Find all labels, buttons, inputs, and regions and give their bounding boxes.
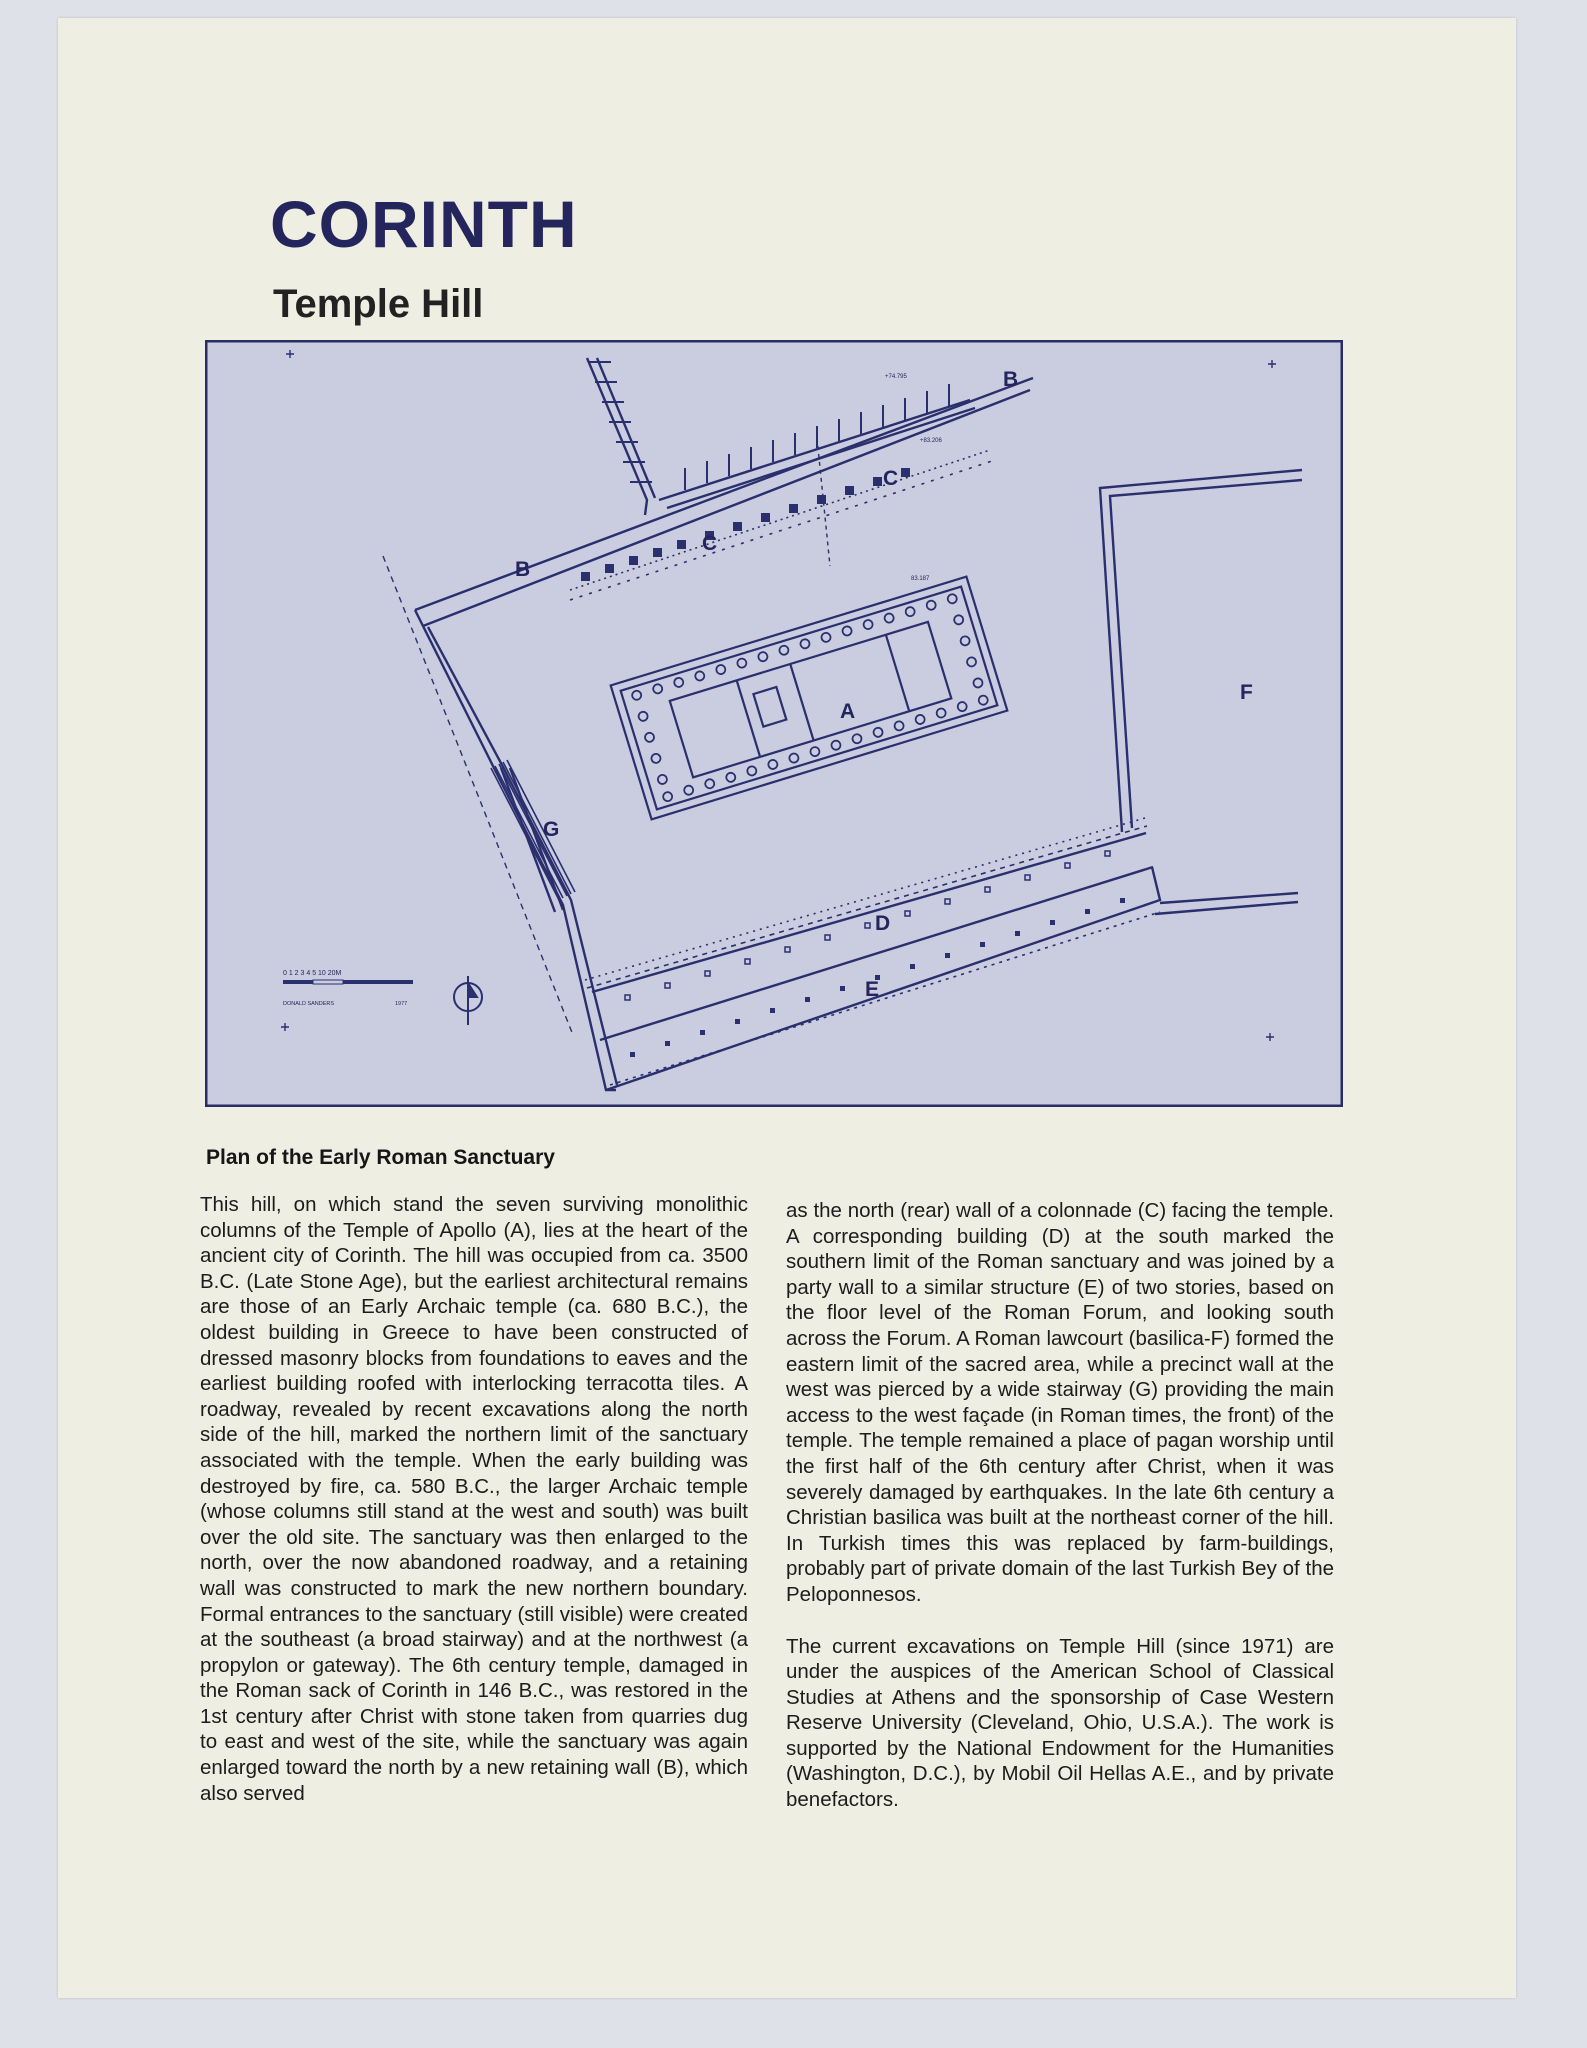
- svg-text:+83.206: +83.206: [920, 438, 942, 444]
- body-text-right-column: [786, 1198, 1334, 1839]
- plan-label-c-east: C: [883, 467, 899, 490]
- paragraph-excavations: The current excavations on Temple Hill (since 1971) are under the auspices of the American School of Classical Studies at Athens and the sponsorship of Case Western Reserve University (Cleveland, Ohio, U.S.A.). The work is supported by the National Endowment for the Humanities (Washington, D.C.), by Mobil Oil Hellas A.E., and by private benefactors.: [786, 1634, 1334, 1812]
- plan-label-a: A: [840, 700, 856, 723]
- svg-text:+74.795: +74.795: [885, 374, 907, 380]
- body-text-left-column: [200, 1192, 748, 1832]
- plan-label-b-north: B: [1003, 368, 1019, 391]
- paragraph-history: This hill, on which stand the seven surviving monolithic columns of the Temple of Apollo (A), lies at the heart of the ancient city of Corinth. The hill was occupied from ca. 3500 B.C. (Late Stone Age), but the earliest architectural remains are those of an Early Archaic temple (ca. 680 B.C.), the oldest building in Greece to have been constructed of dressed masonry blocks from foundations to eaves and the earliest building roofed with interlocking terracotta tiles. A roadway, revealed by recent excavations along the north side of the hill, marked the northern limit of the sanctuary associated with the temple. When the early building was destroyed by fire, ca. 580 B.C., the larger Archaic temple (whose columns still stand at the west and south) was built over the old site. The sanctuary was then enlarged to the north, over the now abandoned roadway, and a retaining wall was constructed to mark the new northern boundary. Formal entrances to the sanctuary (still visible) were created at the southeast (a broad stairway) and at the northwest (a propylon or gateway). The 6th century temple, damaged in the Roman sack of Corinth in 146 B.C., was restored in the 1st century after Christ with stone taken from quarries dug to east and west of the site, while the sanctuary was again enlarged toward the north by a new retaining wall (B), which also served: [200, 1193, 748, 1805]
- plan-label-f: F: [1240, 681, 1253, 704]
- plan-label-g: G: [543, 818, 560, 841]
- plan-caption: Plan of the Early Roman Sanctuary: [206, 1146, 555, 1169]
- plan-label-b-west: B: [515, 558, 531, 581]
- plan-credit: DONALD SANDERS: [283, 1001, 335, 1007]
- plan-label-c-west: C: [702, 532, 718, 555]
- paragraph-history-continued: as the north (rear) wall of a colonnade (C) facing the temple. A corresponding building (D) at the south marked the southern limit of the Roman sanctuary and was joined by a party wall to a similar structure (E) of two stories, based on the floor level of the Roman Forum, and looking south across the Forum. A Roman lawcourt (basilica-F) formed the eastern limit of the sacred area, while a precinct wall at the west was pierced by a wide stairway (G) providing the main access to the west façade (in Roman times, the front) of the temple. The temple remained a place of pagan worship until the first half of the 6th century after Christ, when it was severely damaged by earthquakes. In the late 6th century a Christian basilica was built at the northeast corner of the hill. In Turkish times this was replaced by farm-buildings, probably part of private domain of the last Turkish Bey of the Peloponnesos.: [786, 1199, 1334, 1606]
- page-title: CORINTH: [270, 187, 578, 261]
- plan-year: 1977: [395, 1001, 408, 1007]
- plan-label-e: E: [865, 978, 880, 1001]
- svg-text:83.187: 83.187: [911, 576, 930, 582]
- sanctuary-plan-map: [205, 340, 1343, 1107]
- page-subtitle: Temple Hill: [273, 282, 484, 326]
- plan-label-d: D: [875, 912, 891, 935]
- scale-bar-label: 0 1 2 3 4 5 10 20M: [283, 970, 342, 977]
